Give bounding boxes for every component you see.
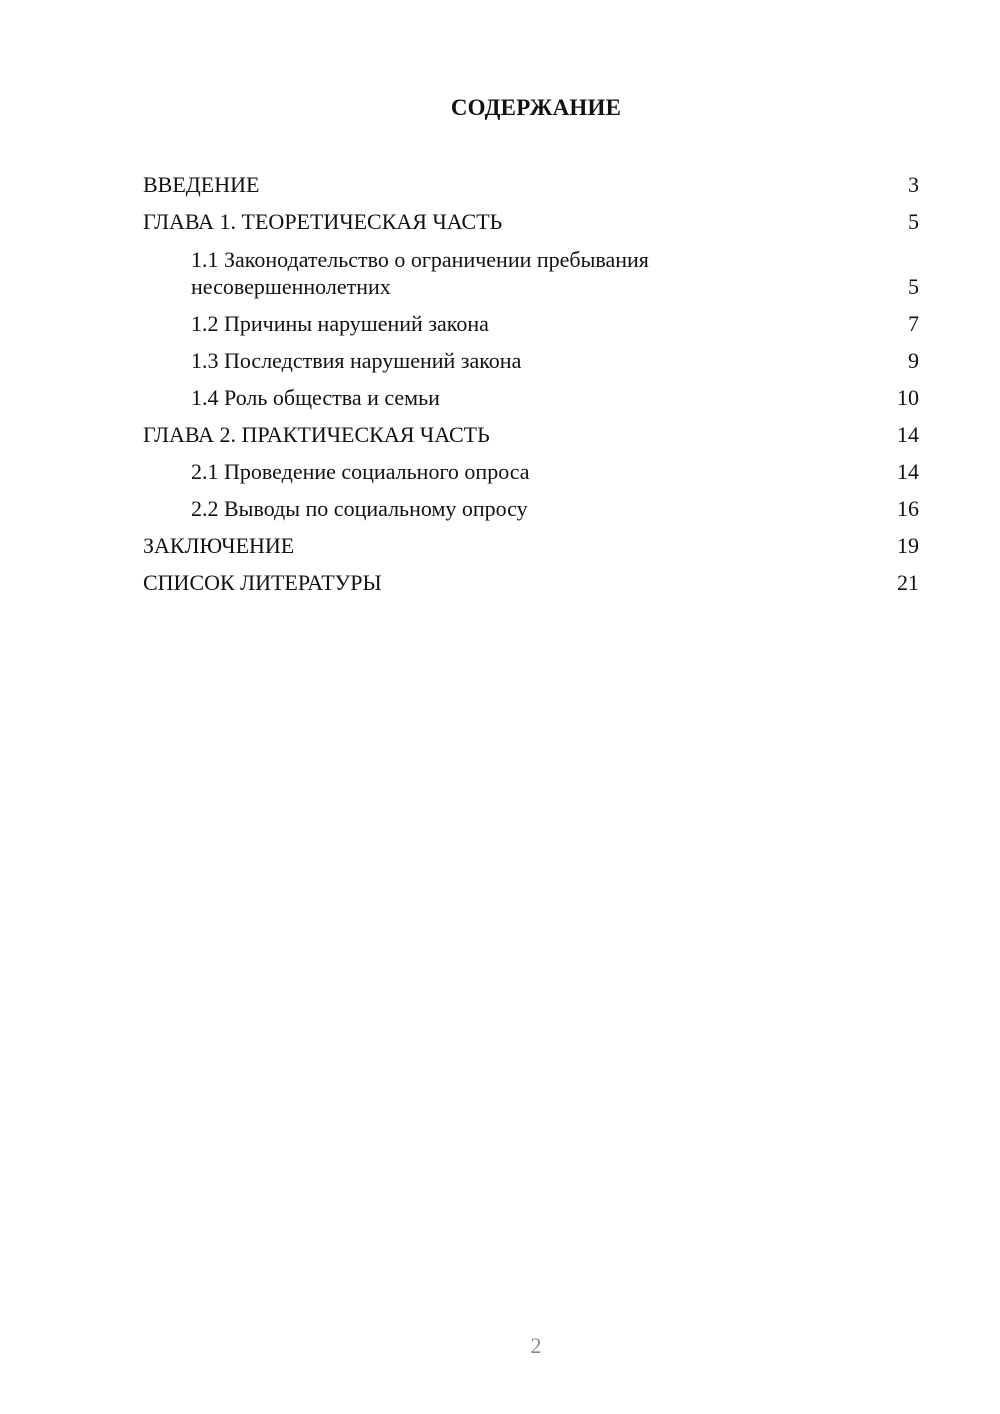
toc-entry-conclusion[interactable]: [143, 532, 919, 559]
toc-entry-label: 1.4 Роль общества и семьи: [191, 385, 440, 410]
toc-entry-label: СПИСОК ЛИТЕРАТУРЫ: [143, 570, 382, 595]
toc-entry-label: 2.2 Выводы по социальному опросу: [191, 496, 528, 521]
toc-entry-label: ВВЕДЕНИЕ: [143, 172, 260, 197]
page-number: 2: [530, 1333, 542, 1358]
toc-entry-page: 16: [897, 496, 919, 521]
toc-entry-section-1-2[interactable]: [191, 310, 919, 337]
toc-entry-page: 5: [908, 274, 919, 299]
toc-entry-bibliography[interactable]: [143, 569, 919, 596]
toc-entry-label: ГЛАВА 2. ПРАКТИЧЕСКАЯ ЧАСТЬ: [143, 422, 490, 447]
toc-entry-page: 14: [897, 422, 919, 447]
toc-entry-label: 2.1 Проведение социального опроса: [191, 459, 530, 484]
toc-entry-introduction[interactable]: [143, 171, 919, 198]
toc-entry-section-1-1[interactable]: [191, 246, 919, 300]
toc-entry-label: 1.3 Последствия нарушений закона: [191, 348, 522, 373]
toc-entry-chapter-2[interactable]: [143, 421, 919, 448]
toc-entry-label: 1.2 Причины нарушений закона: [191, 311, 489, 336]
toc-entry-label: 1.1 Законодательство о ограничении пребывания несовершеннолетних: [191, 247, 649, 299]
toc-entry-label: ГЛАВА 1. ТЕОРЕТИЧЕСКАЯ ЧАСТЬ: [143, 209, 503, 234]
toc-entry-page: 14: [897, 459, 919, 484]
toc-entry-page: 5: [908, 209, 919, 234]
toc-entry-page: 10: [897, 385, 919, 410]
page-title: СОДЕРЖАНИЕ: [450, 95, 622, 120]
toc-entry-section-1-4[interactable]: [191, 384, 919, 411]
toc-entry-label: ЗАКЛЮЧЕНИЕ: [143, 533, 295, 558]
toc-entry-section-2-2[interactable]: [191, 495, 919, 522]
toc-entry-page: 21: [897, 570, 919, 595]
toc-entry-chapter-1[interactable]: [143, 208, 919, 235]
toc-entry-page: 7: [908, 311, 919, 336]
toc-entry-page: 3: [908, 172, 919, 197]
toc-entry-page: 9: [908, 348, 919, 373]
toc-entry-page: 19: [897, 533, 919, 558]
toc-entry-section-2-1[interactable]: [191, 458, 919, 485]
toc-entry-section-1-3[interactable]: [191, 347, 919, 374]
